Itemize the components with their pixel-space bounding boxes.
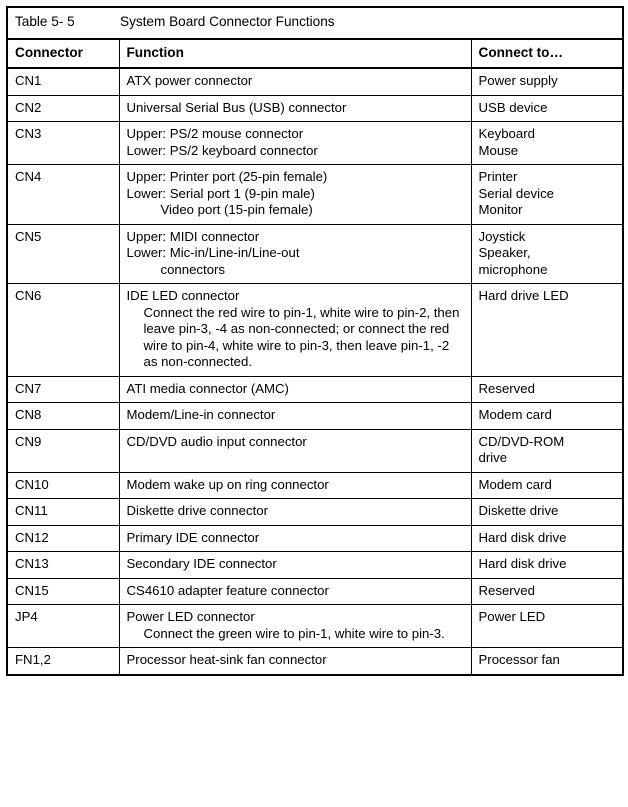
table-body [7,7,623,675]
cell-function [119,284,471,377]
table-row [7,648,623,675]
cell-line: microphone [478,261,548,277]
cell-function [119,648,471,675]
table-row [7,95,623,122]
cell-line: Reserved [478,582,535,598]
table-row [7,376,623,403]
cell-line: drive [478,450,508,465]
cell-line: Serial device [478,185,554,201]
cell-line: Video port (15-pin female) [160,202,313,217]
cell-function [119,165,471,225]
cell-connector: CN13 [7,552,119,579]
cell-line: Power supply [478,73,558,88]
cell-connect-to [471,648,623,675]
cell-function [119,376,471,403]
cell-function [119,605,471,648]
cell-line: Universal Serial Bus (USB) connector [126,99,347,115]
cell-line: CD/DVD-ROM [478,433,565,449]
cell-line: Secondary IDE connector [126,556,277,571]
table-row [7,68,623,95]
table-row [7,525,623,552]
cell-line: IDE LED connector [126,288,240,303]
cell-function [119,552,471,579]
cell-line: Mouse [478,142,519,158]
cell-line: Printer [478,169,518,184]
cell-line: Power LED [478,609,546,624]
cell-line: Upper: MIDI connector [126,228,260,244]
table-row [7,429,623,472]
cell-connector: CN4 [7,165,119,225]
cell-connector: CN12 [7,525,119,552]
cell-line: ATX power connector [126,73,253,88]
table-caption-title: System Board Connector Functions [120,14,335,29]
cell-connector: CN6 [7,284,119,377]
cell-function [119,68,471,95]
table-row [7,284,623,377]
cell-line: ATI media connector (AMC) [126,380,289,396]
cell-connect-to [471,376,623,403]
cell-connector: CN7 [7,376,119,403]
cell-line: Modem wake up on ring connector [126,476,329,492]
cell-function [119,472,471,499]
cell-line: Lower: Serial port 1 (9-pin male) [126,185,315,201]
cell-line: Diskette drive [478,503,559,518]
cell-line: USB device [478,99,548,115]
table-row [7,605,623,648]
cell-line: Joystick [478,228,526,244]
cell-line: Processor heat-sink fan connector [126,652,327,667]
cell-connect-to [471,403,623,430]
cell-connect-to [471,165,623,225]
cell-function [119,525,471,552]
column-header-connector: Connector [7,39,119,69]
cell-connector: CN3 [7,122,119,165]
cell-line: Upper: PS/2 mouse connector [126,126,304,141]
table-caption-cell [7,7,623,39]
table-row [7,552,623,579]
cell-line: Modem card [478,476,552,492]
column-header-connect-to: Connect to… [471,39,623,69]
cell-connect-to [471,284,623,377]
cell-line: Hard drive LED [478,288,569,303]
cell-connect-to [471,499,623,526]
cell-connect-to [471,68,623,95]
cell-line: connectors [160,261,226,277]
cell-line: Power LED connector [126,609,255,624]
cell-connector: JP4 [7,605,119,648]
table-row [7,403,623,430]
cell-connector: FN1,2 [7,648,119,675]
cell-connector: CN1 [7,68,119,95]
connector-functions-table [6,6,624,676]
cell-connect-to [471,122,623,165]
cell-function [119,499,471,526]
cell-connector: CN10 [7,472,119,499]
cell-function [119,578,471,605]
cell-connect-to [471,578,623,605]
table-row [7,578,623,605]
table-row [7,224,623,284]
cell-line: Hard disk drive [478,529,567,545]
cell-function [119,95,471,122]
cell-line: Lower: Mic-in/Line-in/Line-out [126,245,300,260]
cell-line: Diskette drive connector [126,503,268,518]
cell-line: CS4610 adapter feature connector [126,582,329,598]
table-row [7,122,623,165]
column-header-function: Function [119,39,471,69]
cell-connect-to [471,552,623,579]
table-caption-row [7,7,623,39]
cell-line: Upper: Printer port (25-pin female) [126,169,328,184]
cell-line: Reserved [478,380,535,396]
cell-line: Speaker, [478,245,531,260]
cell-connector: CN8 [7,403,119,430]
cell-line: Modem card [478,407,552,422]
cell-connect-to [471,224,623,284]
cell-connector: CN11 [7,499,119,526]
cell-connector: CN9 [7,429,119,472]
cell-function [119,122,471,165]
table-caption-label: Table 5- 5 [15,14,75,29]
cell-line: CD/DVD audio input connector [126,433,307,449]
cell-function [119,224,471,284]
cell-line: Modem/Line-in connector [126,407,276,422]
cell-connector: CN5 [7,224,119,284]
table-row [7,499,623,526]
cell-line: Lower: PS/2 keyboard connector [126,142,318,158]
cell-connector: CN15 [7,578,119,605]
table-row [7,165,623,225]
cell-function [119,429,471,472]
cell-line: Connect the green wire to pin-1, white wire to pin-3. [143,625,445,641]
cell-connector: CN2 [7,95,119,122]
cell-line: Connect the red wire to pin-1, white wire to pin-2, then leave pin-3, -4 as non-connected; or connect the red wire to pin-4, white wire to pin-3, then leave pin-1, -2 as non-connected. [143,304,460,369]
cell-line: Hard disk drive [478,556,567,571]
cell-connect-to [471,525,623,552]
cell-function [119,403,471,430]
table-row [7,472,623,499]
cell-line: Monitor [478,202,523,217]
cell-line: Primary IDE connector [126,529,260,545]
cell-connect-to [471,605,623,648]
cell-line: Processor fan [478,652,560,667]
cell-line: Keyboard [478,126,535,141]
cell-connect-to [471,472,623,499]
cell-connect-to [471,429,623,472]
table-header-row [7,39,623,69]
cell-connect-to [471,95,623,122]
